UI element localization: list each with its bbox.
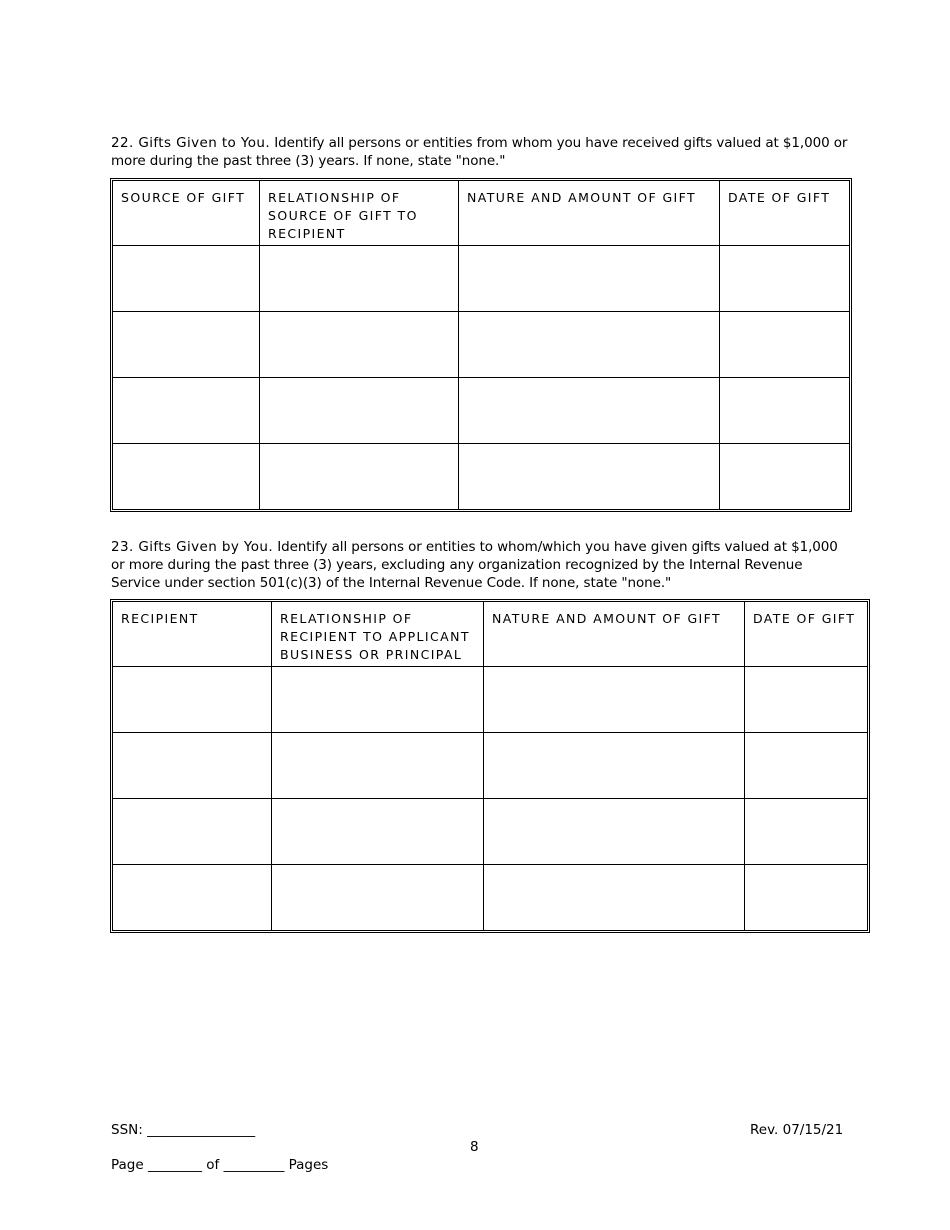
column-header-recipient: RECIPIENT <box>113 602 272 667</box>
table-cell-date[interactable] <box>720 312 849 378</box>
section-22-intro <box>111 134 851 170</box>
table-row <box>113 667 867 733</box>
table-cell-nature-amount[interactable] <box>484 733 745 799</box>
table-cell-recipient[interactable] <box>113 799 272 865</box>
table-cell-date[interactable] <box>745 799 867 865</box>
ssn-field[interactable]: SSN: ________________ <box>111 1122 256 1138</box>
table-cell-nature-amount[interactable] <box>484 667 745 733</box>
table-cell-relationship[interactable] <box>272 667 484 733</box>
table-row <box>113 799 867 865</box>
section-23-instructions: Identify all persons or entities to whom/which you have given gifts valued at $1,000 or more during the past three (3) years, excluding any organization recognized by the Internal Revenue Service under section 501(c)(3) of the Internal Revenue Code. If none, state "none." <box>111 539 838 591</box>
table-cell-relationship[interactable] <box>272 799 484 865</box>
table-cell-date[interactable] <box>745 733 867 799</box>
table-cell-relationship[interactable] <box>260 246 459 312</box>
column-header-date: DATE OF GIFT <box>745 602 867 667</box>
table-row <box>113 733 867 799</box>
table-cell-recipient[interactable] <box>113 865 272 930</box>
table-cell-nature-amount[interactable] <box>484 865 745 930</box>
table-row <box>113 246 849 312</box>
table-cell-nature-amount[interactable] <box>459 444 720 509</box>
section-22-instructions: Identify all persons or entities from whom you have received gifts valued at $1,000 or more during the past three (3) years. If none, state "none." <box>111 135 848 169</box>
table-cell-source[interactable] <box>113 378 260 444</box>
column-header-relationship: RELATIONSHIP OF SOURCE OF GIFT TO RECIPIENT <box>260 181 459 246</box>
page-count-field[interactable]: Page ________ of _________ Pages <box>111 1157 329 1173</box>
column-header-nature-amount: NATURE AND AMOUNT OF GIFT <box>459 181 720 246</box>
table-cell-date[interactable] <box>720 444 849 509</box>
table-cell-recipient[interactable] <box>113 667 272 733</box>
page-number: 8 <box>470 1139 479 1155</box>
table-header-row <box>113 602 867 667</box>
table-cell-relationship[interactable] <box>272 865 484 930</box>
table-cell-date[interactable] <box>720 378 849 444</box>
table-cell-date[interactable] <box>720 246 849 312</box>
revision-date: Rev. 07/15/21 <box>750 1122 844 1138</box>
table-cell-recipient[interactable] <box>113 733 272 799</box>
section-22-title: 22. Gifts Given to You. <box>111 135 271 151</box>
column-header-nature-amount: NATURE AND AMOUNT OF GIFT <box>484 602 745 667</box>
table-cell-source[interactable] <box>113 312 260 378</box>
column-header-date: DATE OF GIFT <box>720 181 849 246</box>
table-row <box>113 865 867 930</box>
column-header-source: SOURCE OF GIFT <box>113 181 260 246</box>
table-cell-date[interactable] <box>745 865 867 930</box>
table-cell-source[interactable] <box>113 444 260 509</box>
table-cell-relationship[interactable] <box>260 378 459 444</box>
table-cell-date[interactable] <box>745 667 867 733</box>
section-23-title: 23. Gifts Given by You. <box>111 539 274 555</box>
table-cell-source[interactable] <box>113 246 260 312</box>
column-header-relationship: RELATIONSHIP OF RECIPIENT TO APPLICANT BUSINESS OR PRINCIPAL <box>272 602 484 667</box>
table-header-row <box>113 181 849 246</box>
section-23-intro <box>111 538 851 592</box>
table-row <box>113 444 849 509</box>
gifts-received-table <box>110 178 852 512</box>
table-cell-nature-amount[interactable] <box>459 246 720 312</box>
table-cell-relationship[interactable] <box>260 444 459 509</box>
table-cell-relationship[interactable] <box>260 312 459 378</box>
table-cell-nature-amount[interactable] <box>484 799 745 865</box>
table-row <box>113 378 849 444</box>
table-cell-nature-amount[interactable] <box>459 312 720 378</box>
table-row <box>113 312 849 378</box>
table-cell-relationship[interactable] <box>272 733 484 799</box>
table-cell-nature-amount[interactable] <box>459 378 720 444</box>
gifts-given-table <box>110 599 870 933</box>
